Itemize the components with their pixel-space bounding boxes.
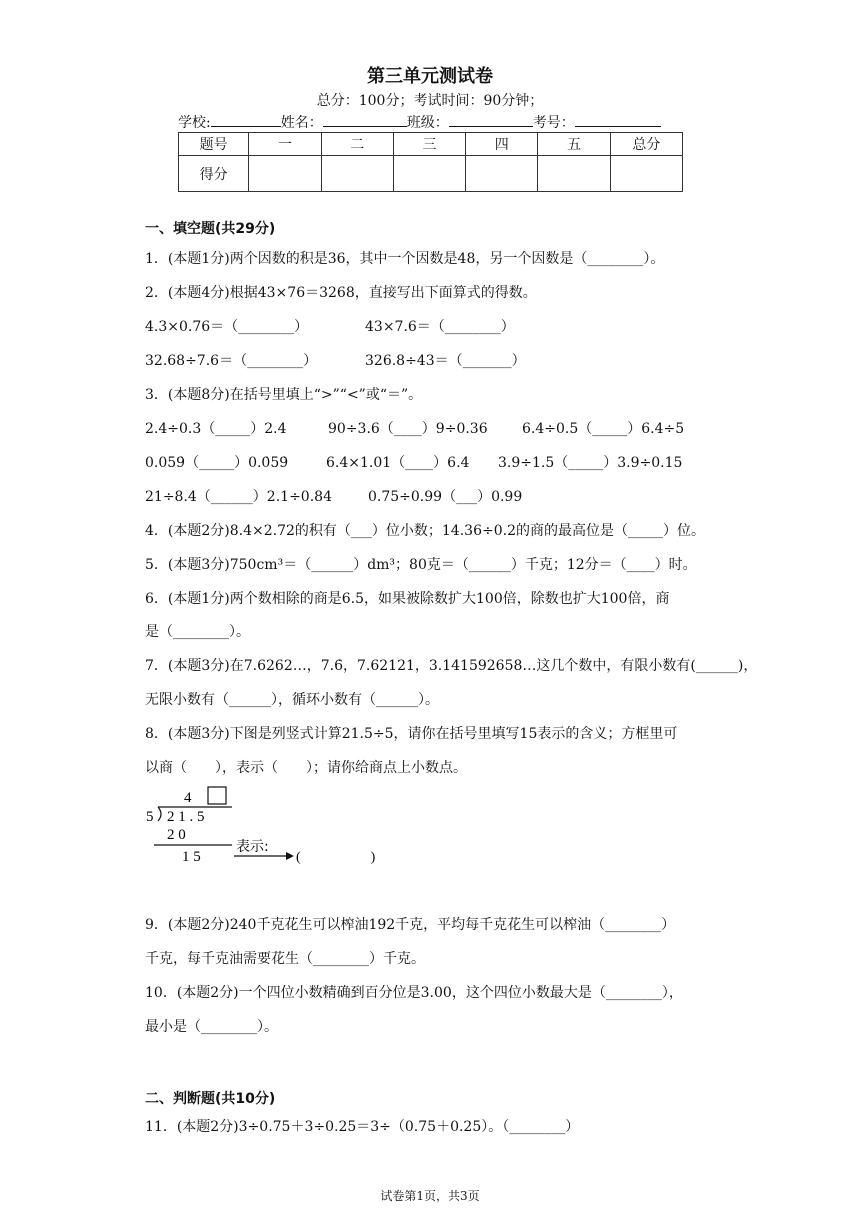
question-11: 11．(本题2分)3÷0.75＋3÷0.25＝3÷（0.75＋0.25）。（________） bbox=[145, 1119, 580, 1135]
question-6-line-1: 6．(本题1分)两个数相除的商是6.5，如果被除数扩大100倍，除数也扩大100倍，商 bbox=[145, 591, 670, 607]
score-cell[interactable] bbox=[393, 156, 465, 192]
question-10-line-1: 10．(本题2分)一个四位小数精确到百分位是3.00，这个四位小数最大是（________）， bbox=[145, 985, 683, 1001]
question-5: 5．(本题3分)750cm³＝（______）dm³；80克＝（______）千克；12分＝（____）时。 bbox=[145, 557, 697, 573]
division-step-1: 2 0 bbox=[167, 827, 186, 843]
score-header-cell: 一 bbox=[249, 133, 321, 156]
question-3-item: 0.059̇（_____）0.0̇59̇ bbox=[145, 455, 289, 471]
question-2: 2．(本题4分)根据43×76＝3268，直接写出下面算式的得数。 bbox=[145, 285, 537, 301]
division-quotient: 4 bbox=[184, 790, 192, 806]
question-2-item: 32.68÷7.6＝（________） bbox=[145, 353, 318, 369]
question-7-line-2: 无限小数有（______），循环小数有（______）。 bbox=[145, 692, 439, 708]
question-7-line-1: 7．(本题3分)在7.6262…，7.6̇，7.62121，3.141592658…这几个数中，有限小数有(______)， bbox=[145, 658, 758, 674]
arrow-label: 表示: bbox=[236, 839, 269, 855]
score-header-cell: 三 bbox=[393, 133, 465, 156]
arrow-head-icon bbox=[286, 852, 294, 860]
score-header-cell: 四 bbox=[466, 133, 538, 156]
question-3-item: 6.4×1.01（____）6.4 bbox=[326, 455, 470, 471]
question-1: 1．(本题1分)两个因数的积是36，其中一个因数是48，另一个因数是（________）。 bbox=[145, 251, 665, 267]
score-header-cell: 总分 bbox=[610, 133, 682, 156]
question-10-line-2: 最小是（________）。 bbox=[145, 1019, 278, 1035]
page-title: 第三单元测试卷 bbox=[367, 66, 493, 87]
exam-no-label: 考号： bbox=[532, 115, 575, 131]
division-dividend: 2 1 . 5 bbox=[167, 809, 205, 825]
score-header-cell: 题号 bbox=[179, 133, 249, 156]
question-2-item: 4.3×0.76＝（________） bbox=[145, 319, 309, 335]
page-footer: 试卷第1页，共3页 bbox=[380, 1189, 480, 1203]
score-table-header-row bbox=[179, 133, 683, 156]
score-cell[interactable] bbox=[249, 156, 321, 192]
name-blank[interactable] bbox=[323, 112, 407, 127]
question-3-item: 0.75÷0.99（___）0.99 bbox=[368, 489, 523, 505]
question-3-item: 3.9÷1.5（_____）3.9÷0.15 bbox=[498, 455, 683, 471]
school-blank[interactable] bbox=[211, 112, 281, 127]
page-subtitle: 总分：100分；考试时间：90分钟； bbox=[316, 93, 544, 109]
division-step-2: 1 5 bbox=[182, 849, 201, 865]
student-info-row bbox=[178, 112, 684, 132]
score-row-label: 得分 bbox=[179, 156, 249, 192]
question-9-line-1: 9．(本题2分)240千克花生可以榨油192千克，平均每千克花生可以榨油（________） bbox=[145, 917, 676, 933]
question-8-line-1: 8．(本题3分)下图是列竖式计算21.5÷5，请你在括号里填写15表示的含义；方框里可 bbox=[145, 726, 678, 742]
score-table-row bbox=[179, 156, 683, 192]
division-bracket bbox=[158, 807, 161, 821]
answer-parentheses[interactable]: ( ) bbox=[296, 850, 376, 865]
exam-no-blank[interactable] bbox=[575, 112, 661, 127]
score-table bbox=[178, 132, 683, 192]
question-8-line-2: 以商（ ），表示（ ）；请你给商点上小数点。 bbox=[145, 760, 467, 776]
section-2-heading: 二、判断题(共10分) bbox=[145, 1091, 276, 1107]
question-6-line-2: 是（________）。 bbox=[145, 624, 250, 640]
score-cell[interactable] bbox=[466, 156, 538, 192]
question-2-item: 43×7.6＝（________） bbox=[365, 319, 515, 335]
section-1-heading: 一、填空题(共29分) bbox=[145, 221, 276, 237]
question-9-line-2: 千克，每千克油需要花生（________）千克。 bbox=[145, 951, 425, 967]
score-header-cell: 五 bbox=[538, 133, 610, 156]
question-3-item: 21÷8.4（______）2.1÷0.84 bbox=[145, 489, 332, 505]
class-blank[interactable] bbox=[449, 112, 533, 127]
question-3-item: 90÷3.6（____）9÷0.36 bbox=[328, 421, 488, 437]
school-label: 学校: bbox=[178, 115, 211, 131]
name-label: 姓名： bbox=[280, 115, 323, 131]
score-cell[interactable] bbox=[610, 156, 682, 192]
class-label: 班级： bbox=[406, 115, 449, 131]
long-division-figure bbox=[140, 785, 400, 865]
question-4: 4．(本题2分)8.4×2.72的积有（___）位小数；14.36÷0.2的商的最高位是（_____）位。 bbox=[145, 523, 705, 539]
division-divisor: 5 bbox=[146, 809, 154, 825]
question-3: 3．(本题8分)在括号里填上“>”“<”或“＝”。 bbox=[145, 387, 423, 403]
score-cell[interactable] bbox=[321, 156, 393, 192]
question-3-item: 6.4÷0.5（_____）6.4÷5 bbox=[522, 421, 685, 437]
score-header-cell: 二 bbox=[321, 133, 393, 156]
score-cell[interactable] bbox=[538, 156, 610, 192]
question-2-item: 326.8÷43＝（_______） bbox=[365, 353, 526, 369]
question-3-item: 2.4÷0.3（_____）2.4 bbox=[145, 421, 287, 437]
quotient-answer-box[interactable] bbox=[208, 787, 226, 804]
